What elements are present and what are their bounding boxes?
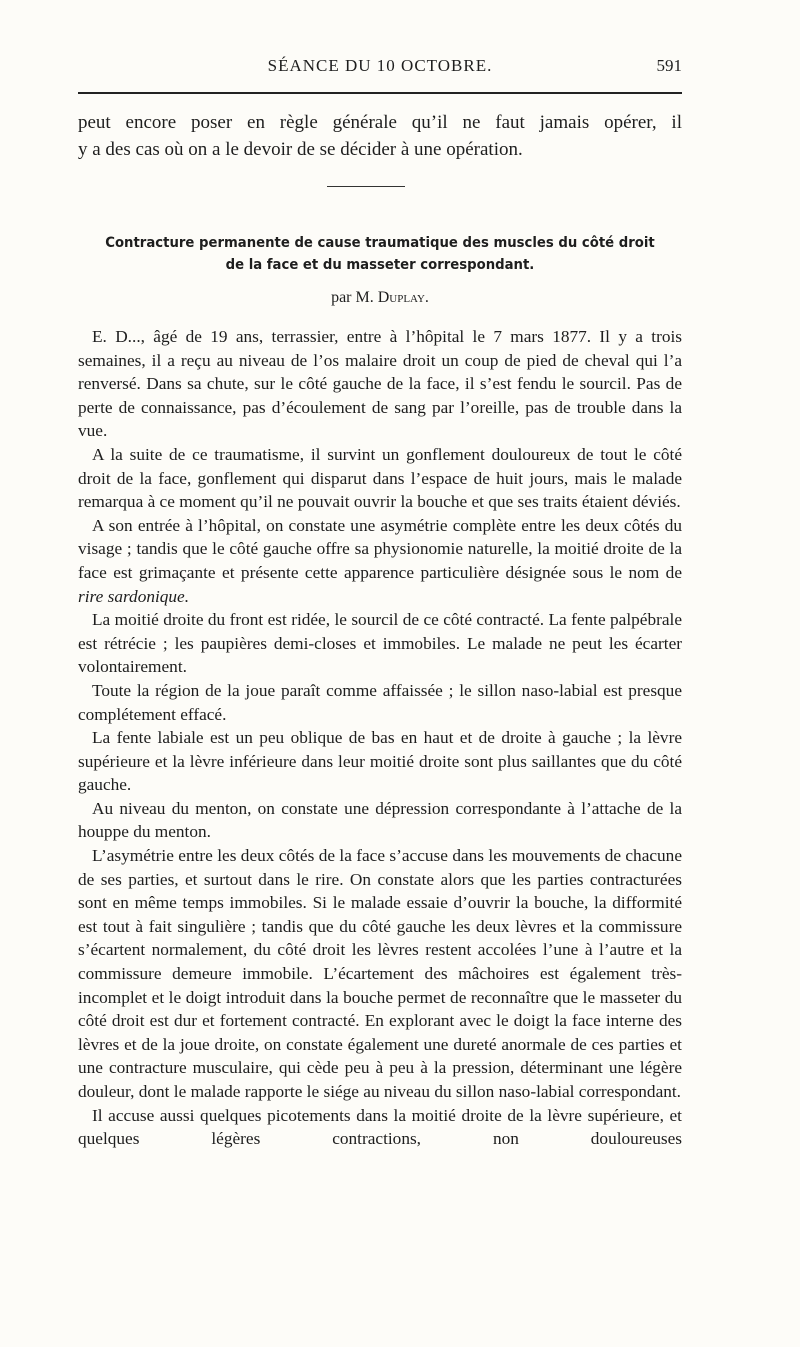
- article-body: [78, 325, 682, 1151]
- header-rule: [78, 92, 682, 94]
- paragraph: A la suite de ce traumatisme, il survint un gonflement douloureux de tout le côté droit de la face, gonflement qui disparut dans l’espace de huit jours, mais le malade remarqua à ce moment qu’il ne pouvait ouvrir la bouche et que ses traits étaient déviés.: [78, 444, 682, 512]
- paragraph: Au niveau du menton, on constate une dépression correspondante à l’attache de la houppe du menton.: [78, 798, 682, 842]
- running-title: SÉANCE DU 10 OCTOBRE.: [267, 56, 493, 75]
- article-title-line-1: Contracture permanente de cause traumatique des muscles du côté droit: [105, 235, 655, 251]
- section-separator: [327, 186, 405, 187]
- intro-text: [78, 110, 682, 163]
- article-title: [102, 232, 658, 276]
- paragraph-text: A son entrée à l’hôpital, on constate une asymétrie complète entre les deux côtés du visage ; tandis que le côté gauche offre sa physionomie naturelle, la moitié droite de la face est grimaçante et présente cette apparence particulière désignée sous le nom de: [78, 515, 682, 582]
- paragraph: La fente labiale est un peu oblique de bas en haut et de droite à gauche ; la lèvre supérieure et la lèvre inférieure dans leur moitié droite sont plus saillantes que du côté gauche.: [78, 728, 682, 795]
- article-byline: [78, 289, 682, 307]
- byline-prefix: par M.: [331, 289, 374, 306]
- intro-line-2: y a des cas où on a le devoir de se décider à une opération.: [78, 138, 523, 160]
- paragraph: Il accuse aussi quelques picotements dans la moitié droite de la lèvre supérieure, et quelques légères contractions, non douloureuses: [78, 1105, 682, 1149]
- paragraph: La moitié droite du front est ridée, le sourcil de ce côté contracté. La fente palpébrale est rétrécie ; les paupières demi-closes et immobiles. Le malade ne peut les écarter volontairement.: [78, 610, 682, 677]
- running-header: [78, 56, 682, 86]
- paragraph: Toute la région de la joue paraît comme affaissée ; le sillon naso-labial est presque complétement effacé.: [78, 680, 682, 724]
- paragraph: E. D..., âgé de 19 ans, terrassier, entre à l’hôpital le 7 mars 1877. Il y a trois semaines, il a reçu au niveau de l’os malaire droit un coup de pied de cheval qui l’a renversé. Dans sa chute, sur le côté gauche de la face, il s’est fendu le sourcil. Pas de perte de connaissance, pas d’écoulement de sang par l’oreille, pas de trouble dans la vue.: [78, 327, 682, 441]
- paragraph: [78, 514, 682, 608]
- paragraph: L’asymétrie entre les deux côtés de la face s’accuse dans les mouvements de chacune de ses parties, et surtout dans le rire. On constate alors que les parties contracturées sont en même temps immobiles. Si le malade essaie d’ouvrir la bouche, la difformité est tout à fait singulière ; tandis que du côté gauche les deux lèvres et la commissure s’écartent normalement, du côté droit les lèvres restent accolées l’une à l’autre et la commissure demeure immobile. L’écartement des mâchoires est également très-incomplet et le doigt introduit dans la bouche permet de reconnaître que le masseter du côté droit est dur et fortement contracté. En explorant avec le doigt la face interne des lèvres et de la joue droite, on constate également une dureté anormale de ces parties et une contracture musculaire, qui cède peu à peu à la pression, déterminant une légère douleur, dont le malade rapporte le siége au niveau du sillon naso-labial correspondant.: [78, 846, 682, 1101]
- page-number: 591: [656, 56, 682, 75]
- paragraph-italic-term: rire sardonique.: [78, 586, 190, 606]
- article-title-line-2: de la face et du masseter correspondant.: [225, 257, 535, 273]
- intro-line-1: peut encore poser en règle générale qu’il ne faut jamais opérer, il: [78, 112, 682, 133]
- byline-author: Duplay.: [377, 289, 429, 306]
